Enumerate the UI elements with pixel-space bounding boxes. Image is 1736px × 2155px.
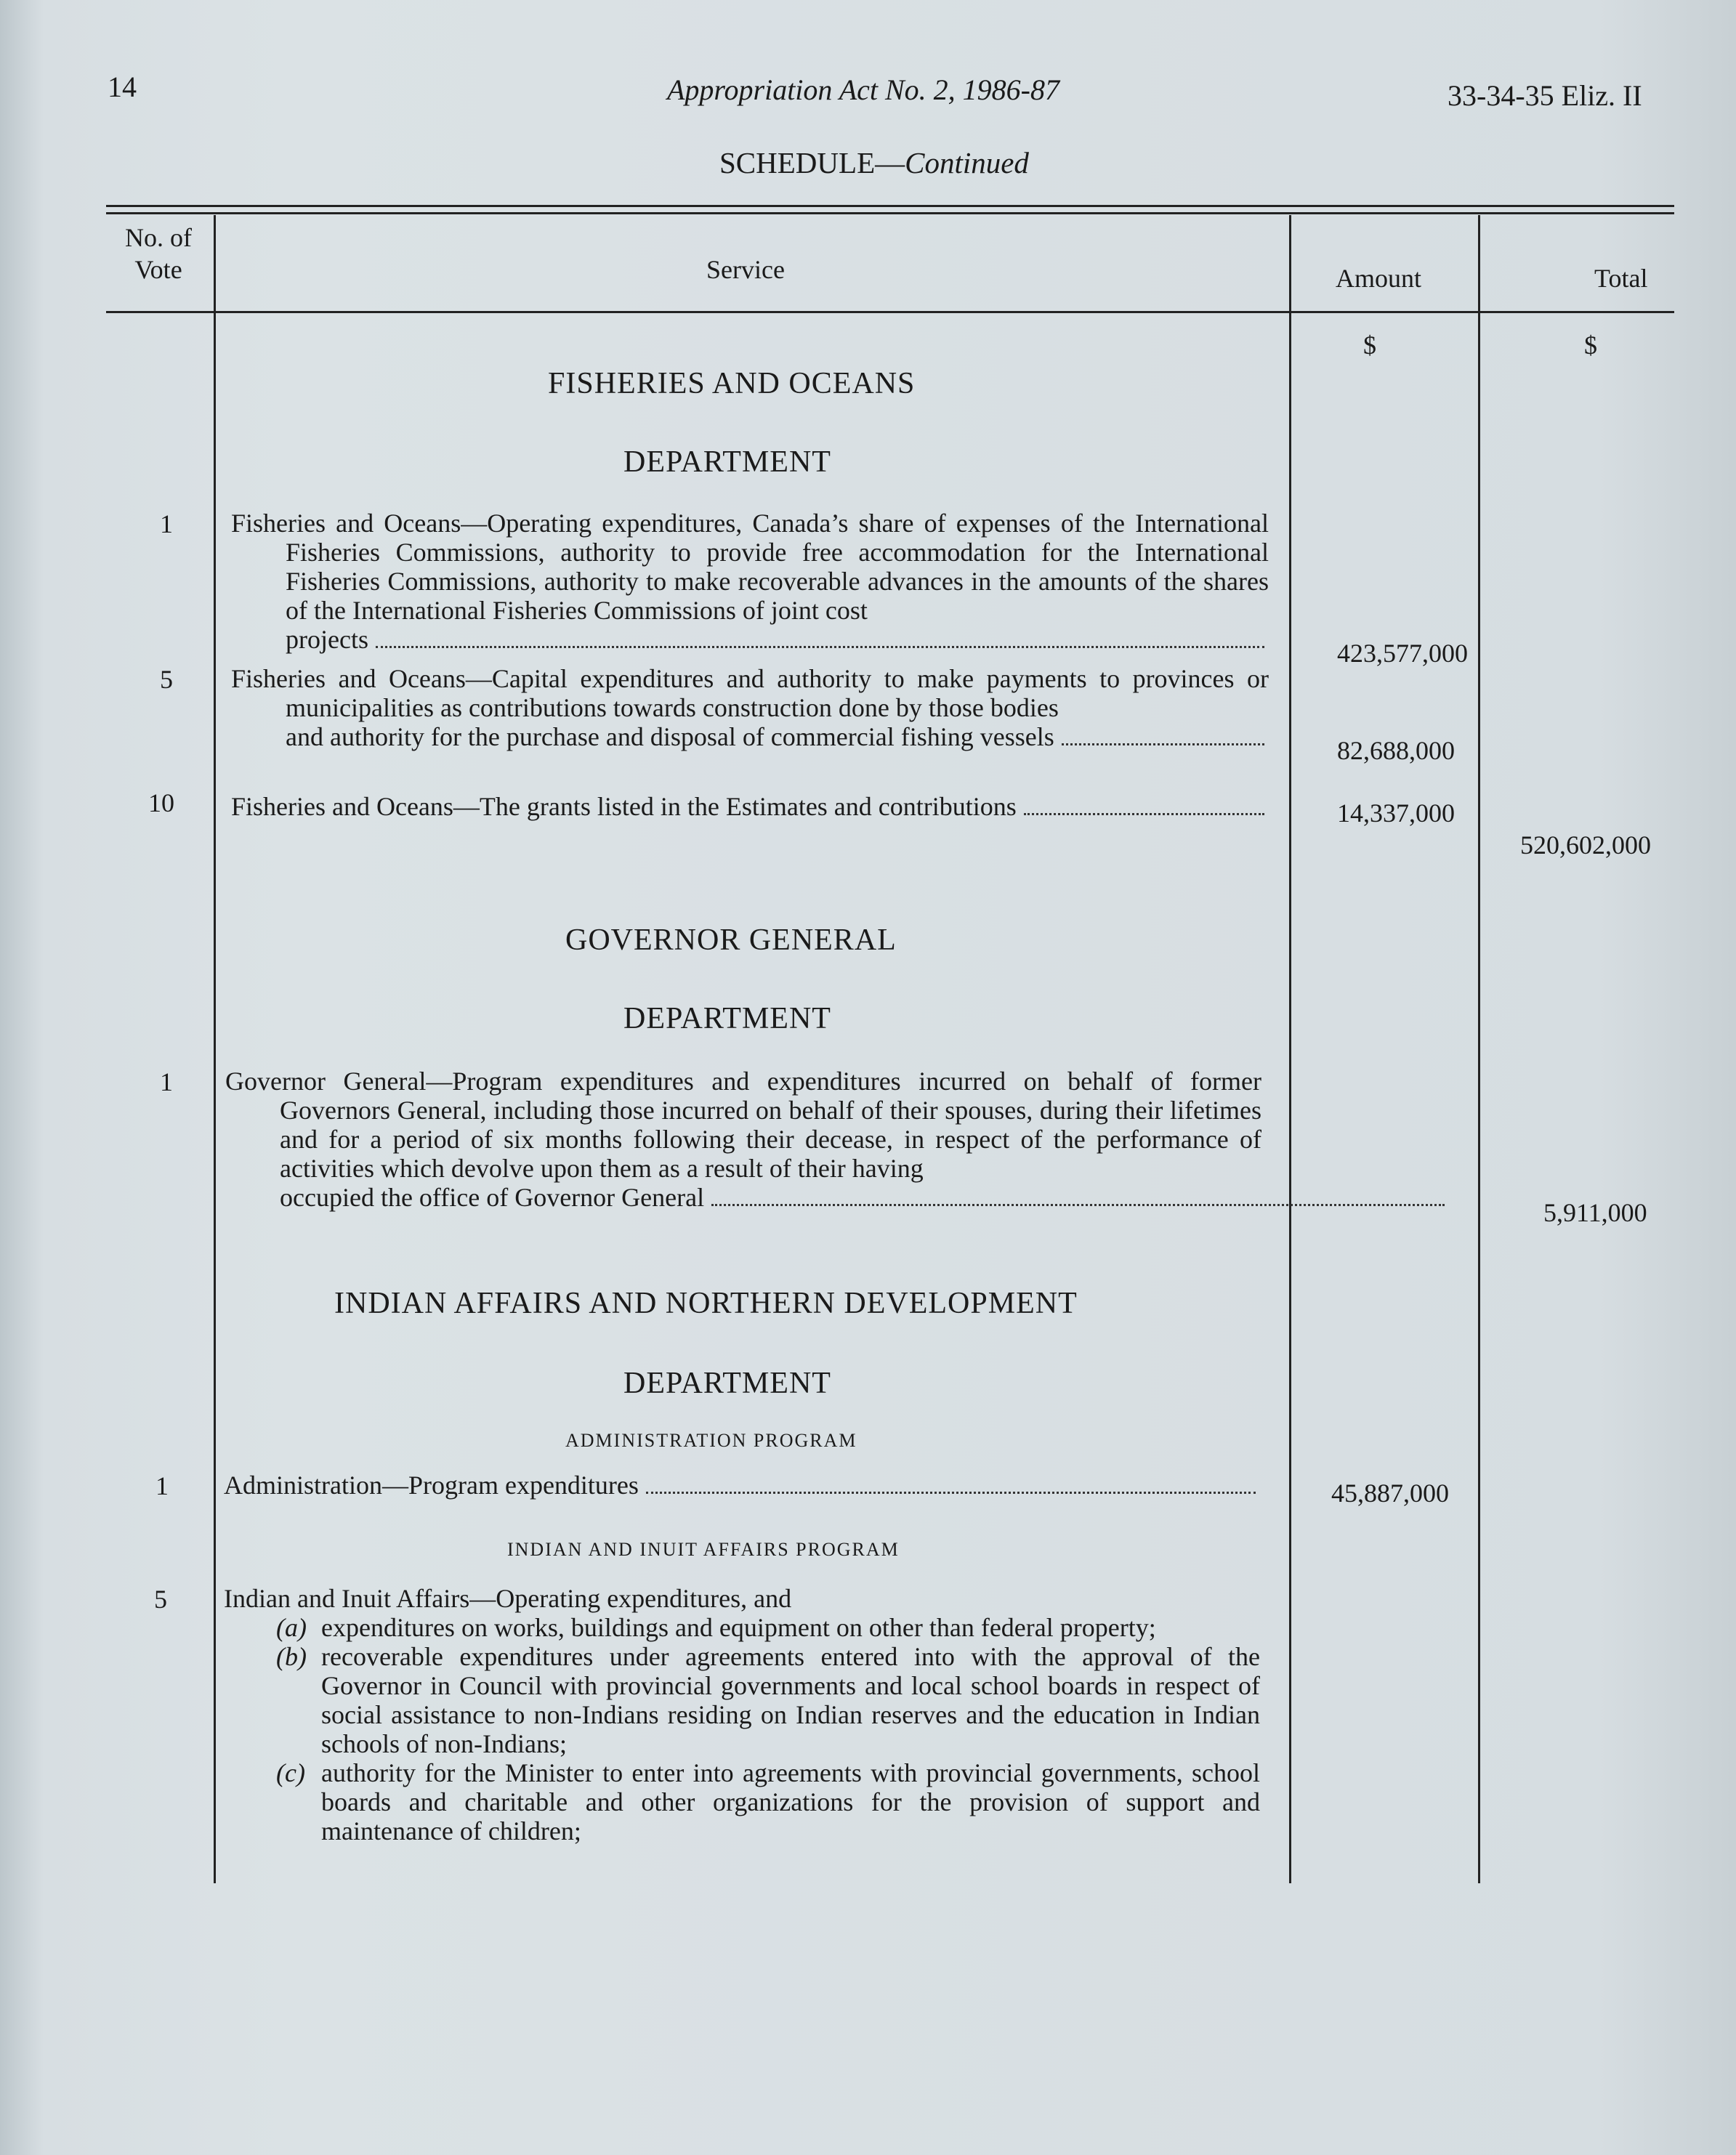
table-top-rule-1: [106, 205, 1674, 207]
column-header-vote: [122, 222, 195, 285]
vote-text: Fisheries and Oceans—Operating expenditures, Canada’s share of expenses of the International Fisheries Commissions, authority to provide free accommodation for the International Fisheries Commissions, authority to make recoverable advances in the amounts of the shares of the International Fisheries Commissions of joint cost: [231, 509, 1269, 625]
dot-leader: [1024, 813, 1264, 815]
table-top-rule-2: [106, 212, 1674, 214]
vote-number: 1: [160, 509, 173, 538]
ministry-heading-indian-affairs: INDIAN AFFAIRS AND NORTHERN DEVELOPMENT: [334, 1287, 1078, 1320]
item-text: authority for the Minister to enter into agreements with provincial governments, school boards and charitable and other organizations for the provision of support and maintenance of children;: [321, 1758, 1260, 1845]
amount-currency: $: [1363, 331, 1376, 360]
page-number: 14: [108, 70, 137, 103]
vote-last-line: [231, 625, 1269, 654]
schedule-title: [719, 145, 1029, 180]
dot-leader: [1062, 743, 1264, 745]
vote-description: [224, 1584, 1260, 1845]
ministry-heading-governor-general: GOVERNOR GENERAL: [565, 923, 897, 957]
column-header-amount: Amount: [1336, 264, 1422, 293]
vote-number: 1: [160, 1067, 173, 1096]
vote-description: [231, 509, 1269, 654]
vote-text: Governor General—Program expenditures and expenditures incurred on behalf of former Governors General, including those incurred on behalf of their spouses, during their lifetimes and for a period of six months following their decease, in respect of the performance of activities which devolve upon them as a result of their having: [225, 1067, 1261, 1183]
dot-leader: [646, 1492, 1256, 1494]
item-text: expenditures on works, buildings and equipment on other than federal property;: [321, 1613, 1156, 1642]
vote-description: [225, 1067, 1261, 1212]
column-rule-vote: [214, 215, 216, 1883]
vote-number: 5: [160, 665, 173, 694]
department-heading-governor-general: DEPARTMENT: [623, 1002, 831, 1035]
schedule-title-main: SCHEDULE—: [719, 146, 905, 179]
item-label: (a): [276, 1613, 307, 1642]
vote-last-line: [231, 722, 1269, 751]
dot-leader: [376, 646, 1264, 648]
column-rule-amount: [1478, 215, 1480, 1883]
department-heading-fisheries: DEPARTMENT: [623, 445, 831, 479]
column-header-vote-line2: Vote: [134, 255, 182, 284]
item-text: recoverable expenditures under agreements entered into with the approval of the Governor in Council with provincial governments and local school boards in respect of social assistance to non-Indians residing on Indian reserves and the education in Indian schools of non-Indians;: [321, 1642, 1260, 1758]
vote-last-line: [231, 792, 1269, 821]
list-item: [276, 1613, 1260, 1642]
section-total: 520,602,000: [1520, 830, 1651, 860]
list-item: [276, 1642, 1260, 1758]
vote-description: [231, 664, 1269, 751]
vote-last-text: Administration—Program expenditures: [224, 1471, 639, 1500]
vote-number: 10: [148, 788, 174, 817]
vote-last-text: and authority for the purchase and disposal of commercial fishing vessels: [286, 722, 1054, 751]
vote-text: Fisheries and Oceans—Capital expenditures and authority to make payments to provinces or municipalities as contributions towards construction done by those bodies: [231, 664, 1269, 722]
total-currency: $: [1584, 331, 1597, 360]
vote-amount: 423,577,000: [1337, 639, 1468, 668]
vote-number: 1: [156, 1471, 169, 1500]
column-rule-service: [1289, 215, 1291, 1883]
vote-amount: 82,688,000: [1337, 736, 1455, 765]
item-label: (c): [276, 1758, 305, 1787]
ministry-heading-fisheries: FISHERIES AND OCEANS: [548, 367, 916, 400]
list-item: [276, 1758, 1260, 1845]
vote-last-text: occupied the office of Governor General: [280, 1183, 705, 1212]
vote-amount: 45,887,000: [1331, 1479, 1449, 1508]
column-header-total: Total: [1594, 264, 1648, 293]
department-heading-indian-affairs: DEPARTMENT: [623, 1367, 831, 1400]
vote-amount: 14,337,000: [1337, 798, 1455, 828]
column-header-service: Service: [706, 255, 785, 284]
vote-description: [224, 1471, 1260, 1500]
vote-intro: Indian and Inuit Affairs—Operating expenditures, and: [224, 1584, 792, 1613]
running-title: Appropriation Act No. 2, 1986-87: [667, 73, 1059, 106]
vote-number: 5: [154, 1585, 167, 1614]
vote-last-text: projects: [286, 625, 368, 654]
schedule-title-cont: Continued: [905, 146, 1029, 179]
vote-description: [231, 792, 1269, 821]
vote-last-text: Fisheries and Oceans—The grants listed in the Estimates and contributions: [231, 792, 1017, 821]
program-heading-indian-inuit: INDIAN AND INUIT AFFAIRS PROGRAM: [507, 1539, 900, 1560]
item-label: (b): [276, 1642, 307, 1671]
regnal-year: 33-34-35 Eliz. II: [1448, 79, 1642, 112]
vote-last-line: [225, 1183, 1449, 1212]
header-bottom-rule: [106, 311, 1674, 313]
vote-last-line: [224, 1471, 1260, 1500]
vote-item-list: [224, 1613, 1260, 1845]
program-heading-administration: ADMINISTRATION PROGRAM: [565, 1430, 857, 1451]
dot-leader: [711, 1204, 1445, 1206]
section-total: 5,911,000: [1543, 1198, 1647, 1227]
column-header-vote-line1: No. of: [125, 223, 192, 252]
